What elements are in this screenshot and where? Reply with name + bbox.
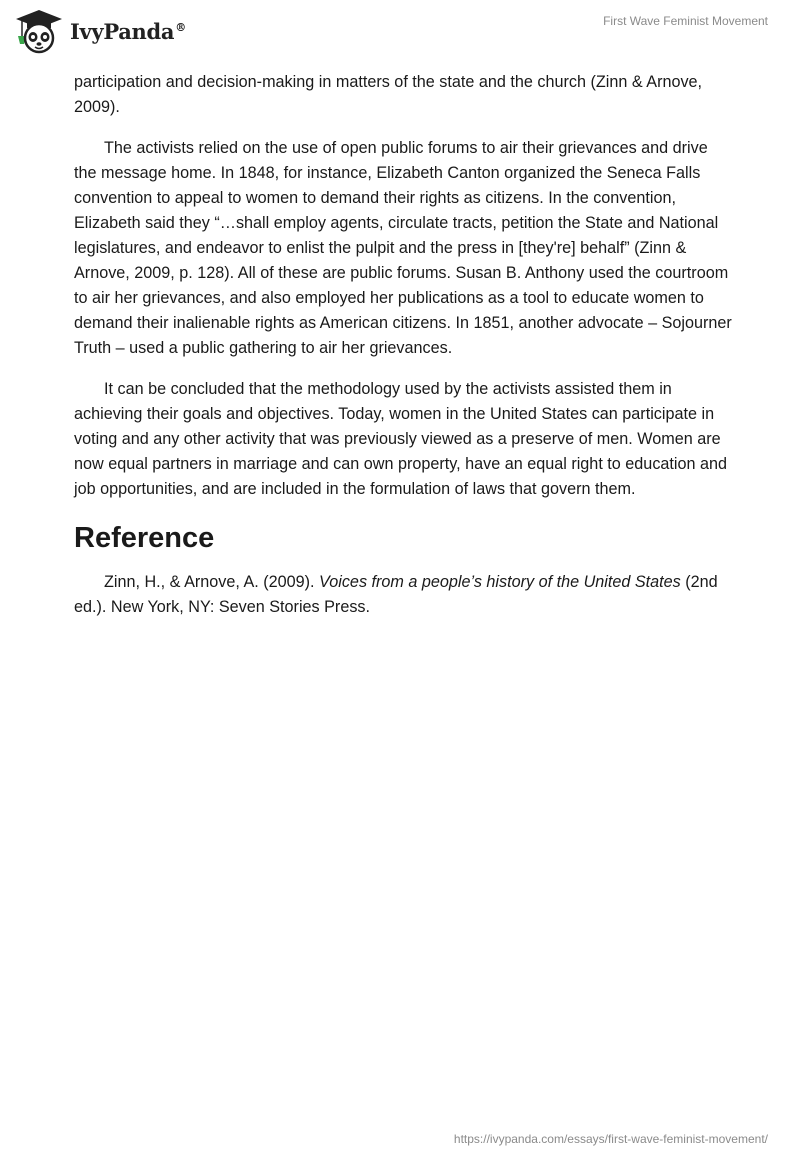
logo-text: IvyPanda® bbox=[70, 18, 186, 44]
panda-graduate-icon bbox=[14, 8, 64, 54]
reference-entry bbox=[74, 570, 734, 620]
document-title: First Wave Feminist Movement bbox=[603, 14, 768, 28]
registered-mark: ® bbox=[175, 20, 186, 34]
reference-heading: Reference bbox=[74, 522, 215, 554]
reference-book-title: Voices from a people’s history of the United States bbox=[319, 573, 681, 591]
paragraph-continuation: participation and decision-making in matters of the state and the church (Zinn & Arnove, 2009). bbox=[74, 73, 703, 116]
paragraph-public-forums: The activists relied on the use of open public forums to air their grievances and drive the message home. In 1848, for instance, Elizabeth Canton organized the Seneca Falls convention to appeal to women to demand their rights as citizens. In the convention, Elizabeth said they “…shall employ agents, circulate tracts, petition the State and National legislatures, and endeavor to enlist the pulpit and the press in [they're] behalf” (Zinn & Arnove, 2009, p. 128). All of these are public forums. Susan B. Anthony used the courtroom to air her grievances, and also employed her publications as a tool to educate women to demand their inalienable rights as American citizens. In 1851, another advocate – Sojourner Truth – used a public gathering to air her grievances. bbox=[74, 139, 732, 357]
reference-details: (2nd ed.). New York, NY: Seven Stories Press. bbox=[74, 573, 718, 616]
reference-authors: Zinn, H., & Arnove, A. (2009). bbox=[104, 573, 315, 591]
page-header bbox=[0, 0, 800, 60]
source-url-link[interactable]: https://ivypanda.com/essays/first-wave-feminist-movement/ bbox=[453, 1132, 768, 1146]
paragraph-conclusion: It can be concluded that the methodology used by the activists assisted them in achieving their goals and objectives. Today, women in the United States can participate in voting and any other activity that was previously viewed as a preserve of men. Women are now equal partners in marriage and can own property, have an equal right to education and job opportunities, and are included in the formulation of laws that govern them. bbox=[74, 380, 728, 498]
essay-content bbox=[74, 70, 734, 636]
ivypanda-logo[interactable] bbox=[14, 8, 186, 54]
